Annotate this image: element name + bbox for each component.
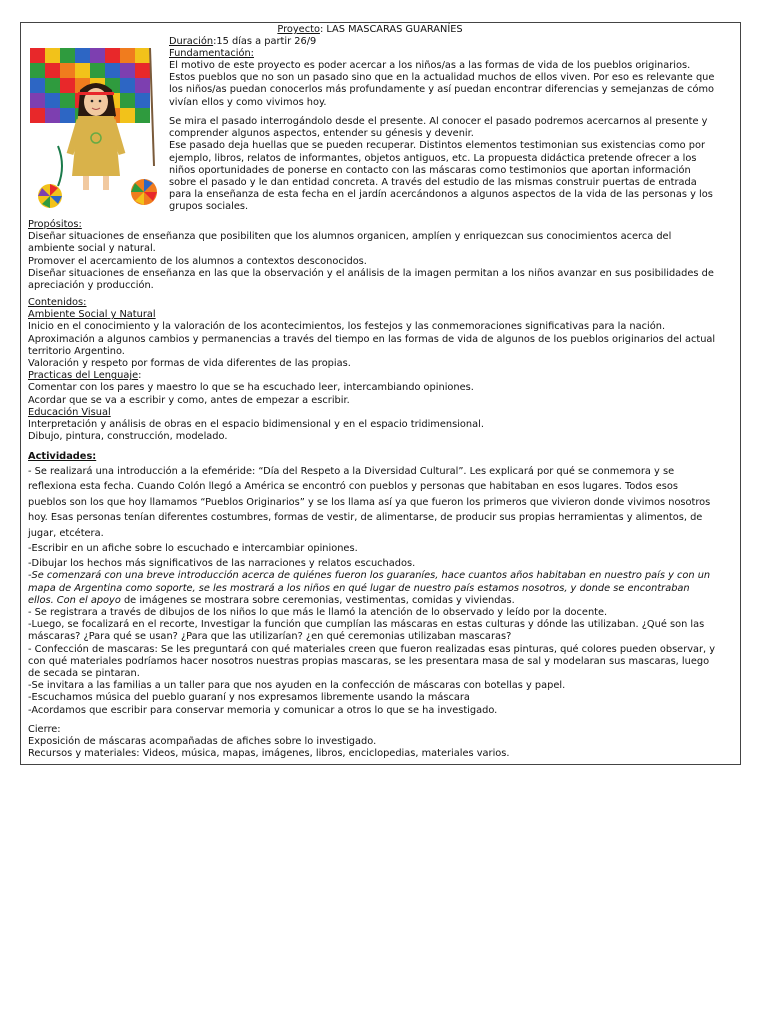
pinwheel-left (38, 184, 62, 208)
text-line: Recursos y materiales: Videos, música, mapas, imágenes, libros, enciclopedias, materiales varios. (28, 748, 510, 760)
text-line: pueblos son los que hoy llamamos “Pueblos Originarios” y se los llama así ya que fueron los primeros que vivieron donde vivimos nosotros (28, 496, 711, 508)
practicas-lenguaje-heading (28, 370, 715, 382)
actividades-intro (28, 464, 710, 541)
text-line: Acordar que se va a escribir y como, antes de empezar a escribir. (28, 394, 350, 406)
text-line: -Se comenzará con una breve introducción acerca de quiénes fueron los guaraníes, hace cuantos años habitaban en nuestro país y con un (28, 570, 711, 582)
contenidos-section (28, 297, 715, 443)
duracion-line (169, 36, 316, 48)
text-line: -Escuchamos música del pueblo guaraní y nos expresamos libremente usando la máscara (28, 692, 470, 704)
text-line: vivían ellos y como vivimos hoy. (169, 96, 327, 108)
text-line: -Luego, se focalizará en el recorte, Investigar la función que cumplían las máscaras en estas culturas y dónde las utilizaban. ¿Qué son las (28, 619, 705, 631)
text-line: Estos pueblos que no son un pasado sino que en la actualidad muchos de ellos viven. Por eso es relevante que (169, 72, 715, 84)
proyecto-label: Proyecto (277, 24, 320, 35)
fundamentacion-paragraph-1 (169, 60, 714, 109)
duracion-label: Duración (169, 36, 214, 47)
educacion-visual-heading: Educación Visual (28, 406, 111, 418)
text-line: reflexiona esta fecha. Cuando Colón llegó a América se encontró con pueblos y personas que habitaban en esos lugares. Todos esos (28, 481, 678, 493)
propositos-heading: Propósitos: (28, 219, 82, 230)
text-line: Dibujo, pintura, construcción, modelado. (28, 431, 228, 443)
text-line: jugar, etcétera. (28, 527, 104, 539)
text-line: - Confección de mascaras: Se les preguntará con qué materiales creen que fueron realizadas esas pinturas, qué colores pueden observar, y (28, 643, 716, 655)
pinwheel-right (131, 179, 157, 205)
flag-pole (150, 48, 154, 166)
text-line: -Se invitara a las familias a un taller para que nos ayuden en la confección de máscaras con botellas y papel. (28, 680, 566, 692)
actividades-heading: Actividades: (28, 451, 97, 462)
text-line: mapa de Argentina como soporte, se les mostrará a los niños en qué lugar de nuestro país estamos nosotros, y donde se encontraban (28, 582, 690, 594)
proyecto-title-text: : LAS MASCARAS GUARANÍES (319, 24, 463, 35)
text-line: los niños/as puedan conocerlos más profundamente y así puedan encontrar diferencias y semejanzas de cómo (169, 84, 714, 96)
text-line: Valoración y respeto por formas de vida diferentes de las propias. (28, 358, 351, 370)
text-line: para la enseñanza de esta fecha en el jardín acercándonos a algunos aspectos de la vida de las personas y los (169, 189, 713, 201)
text-line: - Se realizará una introducción a la efeméride: “Día del Respeto a la Diversidad Cultural”. Les explicará por qué se conmemora y se (28, 466, 675, 477)
project-title (170, 24, 570, 36)
text-line: Diseñar situaciones de enseñanza que posibiliten que los alumnos organicen, amplíen y enriquezcan sus conocimientos acerca del (28, 231, 672, 243)
text-line: territorio Argentino. (28, 345, 125, 357)
text-line: grupos sociales. (169, 201, 249, 213)
text-line: ejemplo, libros, relatos de informantes, objetos antiguos, etc. La propuesta didáctica pretende ofrecer a los (169, 152, 697, 164)
fundamentacion-heading: Fundamentación: (169, 48, 254, 59)
text-line: -Acordamos que escribir para conservar memoria y comunicar a otros lo que se ha investigado. (28, 704, 498, 716)
text-line: Ese pasado deja huellas que se pueden recuperar. Distintos elementos testimonian sus existencias como por (169, 140, 706, 152)
text-line: Diseñar situaciones de enseñanza en las que la observación y el análisis de la imagen permitan a los niños avanzar en sus posibilidades de (28, 267, 714, 279)
text-line: El motivo de este proyecto es poder acercar a los niños/as a las formas de vida de los pueblos originarios. (169, 60, 691, 71)
text-line: con qué materiales podríamos hacer nosotros nuestras propias mascaras, se les presentara masa de sal y modelaran sus mascaras, luego (28, 655, 710, 667)
fundamentacion-paragraph-2 (169, 116, 713, 214)
guarani-girl-illustration (28, 46, 162, 212)
text-segment: ellos. Con el apoyo (28, 594, 124, 606)
cierre-section (28, 724, 510, 761)
illustration-svg (28, 46, 162, 212)
colon: : (138, 370, 142, 382)
text-line: Se mira el pasado interrogándolo desde el presente. Al conocer el pasado podremos acercarnos al presente y (169, 116, 708, 127)
text-line: Interpretación y análisis de obras en el espacio bidimensional y en el espacio tridimensional. (28, 419, 484, 431)
text-line: - Se registrara a través de dibujos de los niños lo que más le llamó la atención de lo observado y leído por la docente. (28, 607, 608, 619)
actividades-list (28, 543, 715, 717)
ambiente-social-heading: Ambiente Social y Natural (28, 309, 156, 321)
contenidos-heading: Contenidos: (28, 297, 87, 308)
text-line: sobre el pasado y le dan entidad concreta. A través del estudio de las mismas construir puertas de entrada (169, 177, 697, 189)
text-segment: de imágenes se mostrara sobre ceremonias, vestimentas, comidas y viviendas. (123, 594, 515, 606)
text-line: hoy. Esas personas tenían diferentes costumbres, formas de vestir, de alimentarse, de producir sus propias herramientas y alimentos, de (28, 512, 703, 524)
text-line (28, 595, 715, 607)
text-line: máscaras? ¿Para qué se usan? ¿Para que las utilizarían? ¿en qué ceremonias utilizaban mascaras? (28, 631, 512, 643)
text-line: -Dibujar los hechos más significativos de las narraciones y relatos escuchados. (28, 558, 416, 570)
text-line: Comentar con los pares y maestro lo que se ha escuchado leer, intercambiando opiniones. (28, 382, 474, 394)
text-line: Exposición de máscaras acompañadas de afiches sobre lo investigado. (28, 736, 377, 748)
text-line: apreciación y producción. (28, 280, 154, 292)
propositos-section (28, 219, 714, 292)
text-line: niños oportunidades de ponerse en contacto con las máscaras como testimonios que aportan información (169, 164, 691, 176)
text-line: comprender algunos aspectos, entender su génesis y devenir. (169, 128, 474, 140)
text-line: de secada se pintaran. (28, 668, 140, 680)
text-line: Aproximación a algunos cambios y permanencias a través del tiempo en las formas de vida de algunos de los pueblos originarios del actual (28, 333, 716, 345)
practicas-lenguaje-label: Practicas del Lenguaje (28, 370, 139, 382)
text-line: ambiente social y natural. (28, 243, 156, 255)
text-line: Promover el acercamiento de los alumnos a contextos desconocidos. (28, 255, 367, 267)
cierre-heading: Cierre: (28, 724, 61, 735)
duracion-value: :15 días a partir 26/9 (213, 36, 317, 47)
text-line: -Escribir en un afiche sobre lo escuchado e intercambiar opiniones. (28, 543, 358, 554)
text-line: Inicio en el conocimiento y la valoración de los acontecimientos, los festejos y las conmemoraciones significativas para la nación. (28, 321, 666, 333)
